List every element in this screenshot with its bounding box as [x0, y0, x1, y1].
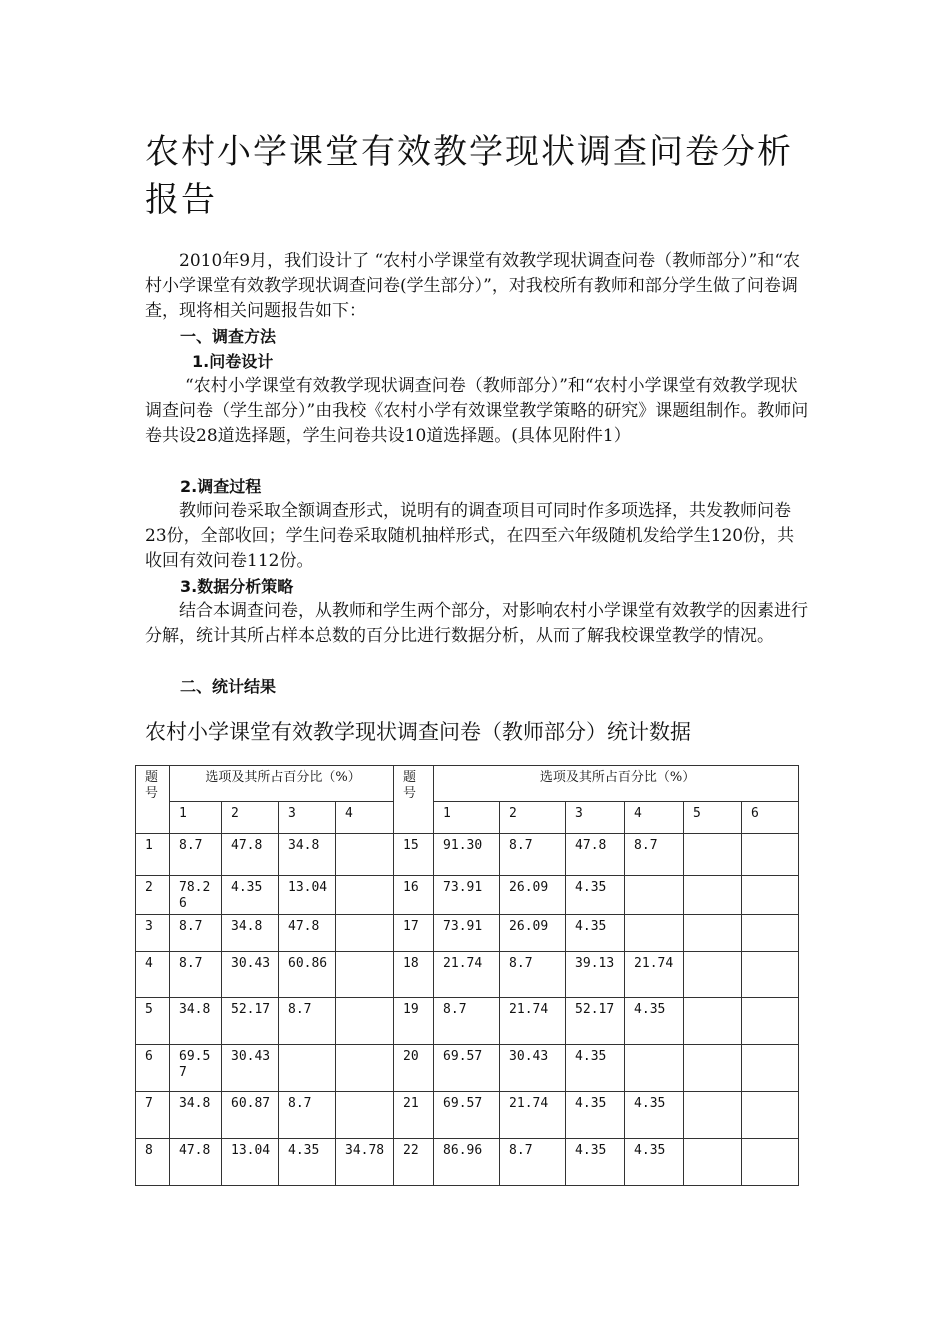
header-options-right: 选项及其所占百分比（%）: [434, 766, 799, 802]
option-number: 1: [434, 802, 500, 834]
percentage-cell: 34.8: [222, 915, 279, 952]
question-number-cell: 4: [136, 952, 170, 998]
percentage-cell: 4.35: [566, 1139, 625, 1186]
section-heading-methods: 一、调查方法: [180, 327, 277, 346]
percentage-cell: 21.74: [625, 952, 684, 998]
percentage-cell: 4.35: [566, 1045, 625, 1092]
question-number-cell: 20: [394, 1045, 434, 1092]
option-number: 4: [625, 802, 684, 834]
question-number-cell: 18: [394, 952, 434, 998]
percentage-cell: 13.04: [279, 876, 336, 915]
percentage-cell: [336, 876, 394, 915]
table-row: [136, 1092, 799, 1139]
header-question-number-left: 题号: [136, 766, 170, 834]
survey-process-paragraph: 教师问卷采取全额调查形式，说明有的调查项目可同时作多项选择，共发教师问卷23份，全部收回；学生问卷采取随机抽样形式，在四至六年级随机发给学生120份，共收回有效问卷112份。: [145, 501, 795, 571]
percentage-cell: 47.8: [222, 834, 279, 876]
percentage-cell: 26.09: [500, 876, 566, 915]
subheading-questionnaire-design: 1.问卷设计: [192, 352, 274, 371]
percentage-cell: [625, 1045, 684, 1092]
percentage-cell: 34.8: [170, 1092, 222, 1139]
percentage-cell: 73.91: [434, 876, 500, 915]
table-row: [136, 876, 799, 915]
percentage-cell: [684, 834, 742, 876]
percentage-cell: 4.35: [566, 876, 625, 915]
percentage-cell: 69.57: [434, 1045, 500, 1092]
percentage-cell: 8.7: [434, 998, 500, 1045]
section-heading-results: 二、统计结果: [180, 677, 277, 696]
header-options-left: 选项及其所占百分比（%）: [170, 766, 394, 802]
percentage-cell: 30.43: [222, 1045, 279, 1092]
table-row: [136, 998, 799, 1045]
percentage-cell: [684, 915, 742, 952]
question-number-cell: 17: [394, 915, 434, 952]
percentage-cell: 78.26: [170, 876, 222, 915]
percentage-cell: [336, 834, 394, 876]
table-row: [136, 1139, 799, 1186]
percentage-cell: [336, 915, 394, 952]
option-number: 4: [336, 802, 394, 834]
percentage-cell: 8.7: [625, 834, 684, 876]
table-header-row: [136, 766, 799, 802]
percentage-cell: 91.30: [434, 834, 500, 876]
percentage-cell: 4.35: [566, 1092, 625, 1139]
intro-paragraph: 2010年9月，我们设计了 “农村小学课堂有效教学现状调查问卷（教师部分）”和“农村小学课堂有效教学现状调查问卷(学生部分）”，对我校所有教师和部分学生做了问卷调查，现将相关问题报告如下：: [145, 251, 801, 321]
percentage-cell: [625, 876, 684, 915]
percentage-cell: 30.43: [500, 1045, 566, 1092]
percentage-cell: 47.8: [566, 834, 625, 876]
option-number: 1: [170, 802, 222, 834]
question-number-cell: 22: [394, 1139, 434, 1186]
percentage-cell: 4.35: [625, 1139, 684, 1186]
question-number-cell: 7: [136, 1092, 170, 1139]
questionnaire-design-paragraph: “农村小学课堂有效教学现状调查问卷（教师部分）”和“农村小学课堂有效教学现状调查问卷（学生部分）”由我校《农村小学有效课堂教学策略的研究》课题组制作。教师问卷共设28道选择题，学生问卷共设10道选择题。(具体见附件1）: [145, 376, 809, 446]
table-row: [136, 915, 799, 952]
question-number-cell: 1: [136, 834, 170, 876]
table-row: [136, 952, 799, 998]
percentage-cell: 4.35: [566, 915, 625, 952]
subheading-survey-process: 2.调查过程: [180, 477, 262, 496]
option-number: 2: [222, 802, 279, 834]
percentage-cell: [742, 952, 799, 998]
question-number-cell: 3: [136, 915, 170, 952]
table-row: [136, 1045, 799, 1092]
percentage-cell: [336, 1092, 394, 1139]
table-row: [136, 834, 799, 876]
percentage-cell: [742, 915, 799, 952]
option-number: 3: [566, 802, 625, 834]
option-number: 3: [279, 802, 336, 834]
percentage-cell: 8.7: [279, 998, 336, 1045]
percentage-cell: 47.8: [279, 915, 336, 952]
percentage-cell: [684, 1092, 742, 1139]
percentage-cell: [684, 998, 742, 1045]
statistics-table: [135, 765, 799, 1186]
percentage-cell: [684, 952, 742, 998]
percentage-cell: [684, 1045, 742, 1092]
percentage-cell: 8.7: [279, 1092, 336, 1139]
percentage-cell: 52.17: [222, 998, 279, 1045]
percentage-cell: 4.35: [625, 998, 684, 1045]
analysis-strategy-paragraph: 结合本调查问卷，从教师和学生两个部分，对影响农村小学课堂有效教学的因素进行分解，统计其所占样本总数的百分比进行数据分析，从而了解我校课堂教学的情况。: [145, 601, 808, 646]
percentage-cell: [336, 998, 394, 1045]
percentage-cell: [336, 952, 394, 998]
percentage-cell: 21.74: [434, 952, 500, 998]
percentage-cell: 60.86: [279, 952, 336, 998]
percentage-cell: 4.35: [222, 876, 279, 915]
percentage-cell: [742, 876, 799, 915]
percentage-cell: 8.7: [500, 834, 566, 876]
percentage-cell: 60.87: [222, 1092, 279, 1139]
percentage-cell: 34.8: [170, 998, 222, 1045]
question-number-cell: 16: [394, 876, 434, 915]
table-title: 农村小学课堂有效教学现状调查问卷（教师部分）统计数据: [145, 720, 691, 744]
percentage-cell: 39.13: [566, 952, 625, 998]
percentage-cell: 13.04: [222, 1139, 279, 1186]
percentage-cell: 73.91: [434, 915, 500, 952]
percentage-cell: 30.43: [222, 952, 279, 998]
percentage-cell: 34.78: [336, 1139, 394, 1186]
question-number-cell: 19: [394, 998, 434, 1045]
percentage-cell: [684, 876, 742, 915]
percentage-cell: 21.74: [500, 998, 566, 1045]
percentage-cell: [742, 1092, 799, 1139]
percentage-cell: [742, 1139, 799, 1186]
percentage-cell: 69.57: [434, 1092, 500, 1139]
page-title: 农村小学课堂有效教学现状调查问卷分析报告: [145, 132, 793, 220]
percentage-cell: [742, 998, 799, 1045]
percentage-cell: 8.7: [170, 834, 222, 876]
percentage-cell: [279, 1045, 336, 1092]
percentage-cell: 47.8: [170, 1139, 222, 1186]
percentage-cell: 21.74: [500, 1092, 566, 1139]
question-number-cell: 21: [394, 1092, 434, 1139]
table-option-number-row: [136, 802, 799, 834]
percentage-cell: 52.17: [566, 998, 625, 1045]
percentage-cell: [684, 1139, 742, 1186]
question-number-cell: 8: [136, 1139, 170, 1186]
option-number: 5: [684, 802, 742, 834]
question-number-cell: 2: [136, 876, 170, 915]
question-number-cell: 6: [136, 1045, 170, 1092]
header-question-number-right: 题号: [394, 766, 434, 834]
percentage-cell: 34.8: [279, 834, 336, 876]
option-number: 2: [500, 802, 566, 834]
option-number: 6: [742, 802, 799, 834]
percentage-cell: [742, 1045, 799, 1092]
percentage-cell: 8.7: [170, 952, 222, 998]
percentage-cell: 69.57: [170, 1045, 222, 1092]
percentage-cell: 26.09: [500, 915, 566, 952]
percentage-cell: [742, 834, 799, 876]
percentage-cell: 86.96: [434, 1139, 500, 1186]
percentage-cell: [336, 1045, 394, 1092]
percentage-cell: 8.7: [170, 915, 222, 952]
question-number-cell: 15: [394, 834, 434, 876]
percentage-cell: 8.7: [500, 1139, 566, 1186]
percentage-cell: 8.7: [500, 952, 566, 998]
percentage-cell: 4.35: [625, 1092, 684, 1139]
subheading-analysis-strategy: 3.数据分析策略: [180, 577, 294, 596]
percentage-cell: [625, 915, 684, 952]
percentage-cell: 4.35: [279, 1139, 336, 1186]
question-number-cell: 5: [136, 998, 170, 1045]
